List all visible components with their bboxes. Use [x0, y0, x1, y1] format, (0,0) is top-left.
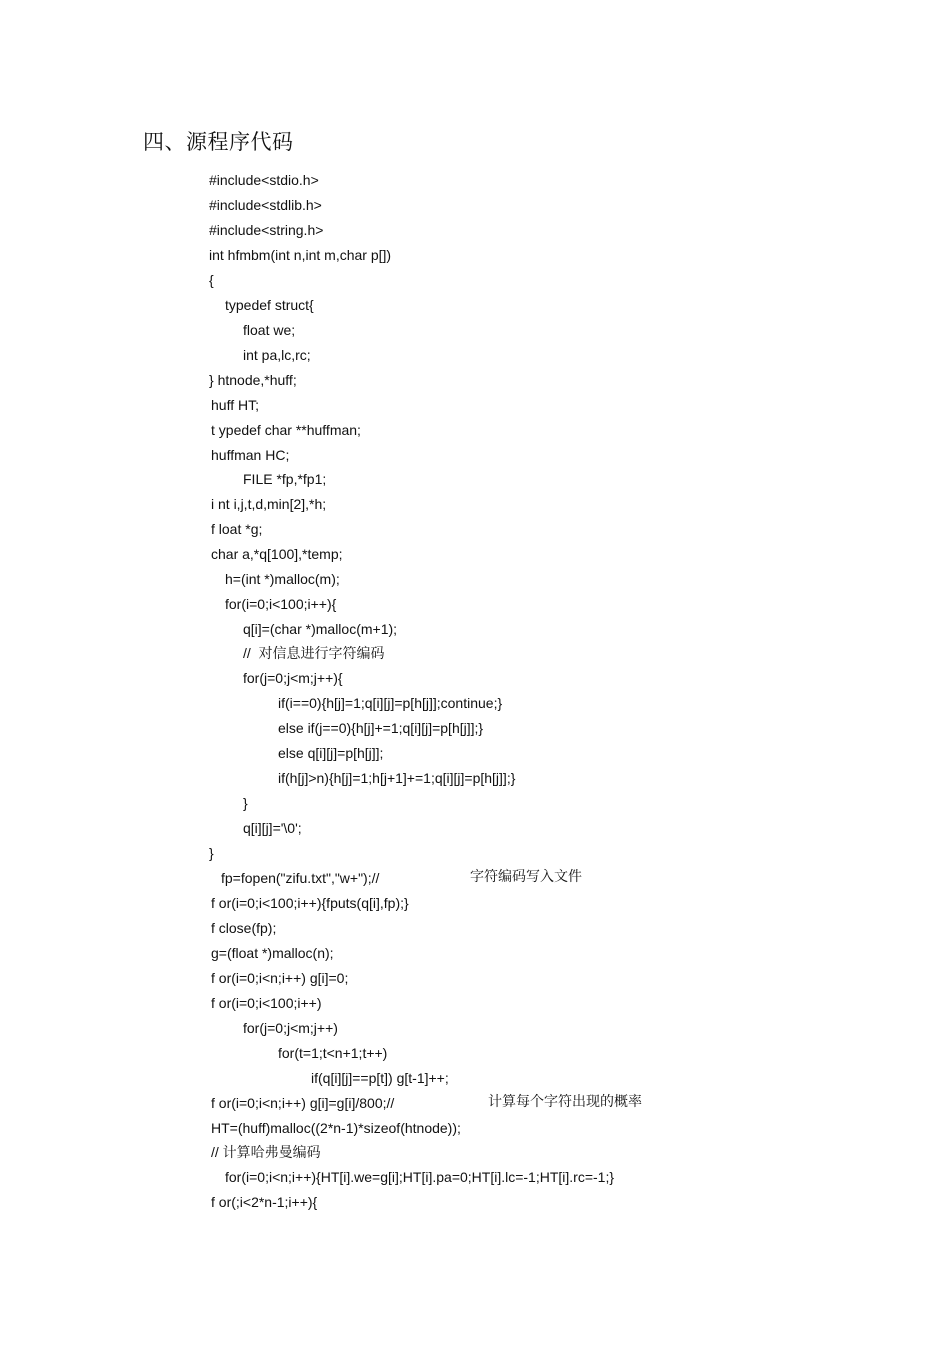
code-line: // 计算哈弗曼编码	[211, 1144, 321, 1160]
code-line: f or(i=0;i<100;i++)	[211, 995, 322, 1011]
code-line: #include<string.h>	[209, 222, 324, 238]
code-line: #include<stdlib.h>	[209, 197, 322, 213]
code-line: float we;	[243, 322, 296, 338]
code-line: {	[209, 272, 214, 288]
code-line: for(j=0;j<m;j++){	[243, 670, 343, 686]
code-line: for(t=1;t<n+1;t++)	[278, 1045, 388, 1061]
code-line: }	[243, 795, 248, 811]
code-line: huffman HC;	[211, 447, 290, 463]
code-line: } htnode,*huff;	[209, 372, 297, 388]
comment-probability: 计算每个字符出现的概率	[488, 1094, 642, 1110]
code-line: if(i==0){h[j]=1;q[i][j]=p[h[j]];continue;}	[278, 695, 503, 711]
code-line: typedef struct{	[225, 297, 314, 313]
code-line: for(i=0;i<n;i++){HT[i].we=g[i];HT[i].pa=0;HT[i].lc=-1;HT[i].rc=-1;}	[225, 1169, 615, 1185]
section-heading: 四、源程序代码	[143, 130, 294, 154]
code-line: huff HT;	[211, 397, 259, 413]
code-line: g=(float *)malloc(n);	[211, 945, 334, 961]
code-line: int pa,lc,rc;	[243, 347, 311, 363]
code-line: if(h[j]>n){h[j]=1;h[j+1]+=1;q[i][j]=p[h[j]];}	[278, 770, 516, 786]
code-line: else q[i][j]=p[h[j]];	[278, 745, 384, 761]
code-line: f or(;i<2*n-1;i++){	[211, 1194, 318, 1210]
code-line: int hfmbm(int n,int m,char p[])	[209, 247, 392, 263]
code-line: for(j=0;j<m;j++)	[243, 1020, 338, 1036]
code-line: else if(j==0){h[j]+=1;q[i][j]=p[h[j]];}	[278, 720, 484, 736]
comment-write-file: 字符编码写入文件	[470, 869, 582, 885]
code-line: q[i]=(char *)malloc(m+1);	[243, 621, 398, 637]
code-line: }	[209, 845, 214, 861]
code-line: #include<stdio.h>	[209, 172, 319, 188]
code-line: HT=(huff)malloc((2*n-1)*sizeof(htnode));	[211, 1120, 461, 1136]
code-line: if(q[i][j]==p[t]) g[t-1]++;	[311, 1070, 449, 1086]
code-line: q[i][j]='\0';	[243, 820, 302, 836]
code-line: f or(i=0;i<n;i++) g[i]=g[i]/800;//	[211, 1095, 395, 1111]
code-line: h=(int *)malloc(m);	[225, 571, 340, 587]
code-line: t ypedef char **huffman;	[211, 422, 361, 438]
code-line: char a,*q[100],*temp;	[211, 546, 343, 562]
code-line: f or(i=0;i<100;i++){fputs(q[i],fp);}	[211, 895, 409, 911]
code-line: FILE *fp,*fp1;	[243, 471, 327, 487]
code-line: fp=fopen("zifu.txt","w+");//	[221, 870, 380, 886]
code-line: f or(i=0;i<n;i++) g[i]=0;	[211, 970, 349, 986]
code-line: // 对信息进行字符编码	[243, 645, 385, 661]
code-line: f close(fp);	[211, 920, 277, 936]
code-line: f loat *g;	[211, 521, 263, 537]
code-line: i nt i,j,t,d,min[2],*h;	[211, 496, 327, 512]
code-line: for(i=0;i<100;i++){	[225, 596, 337, 612]
